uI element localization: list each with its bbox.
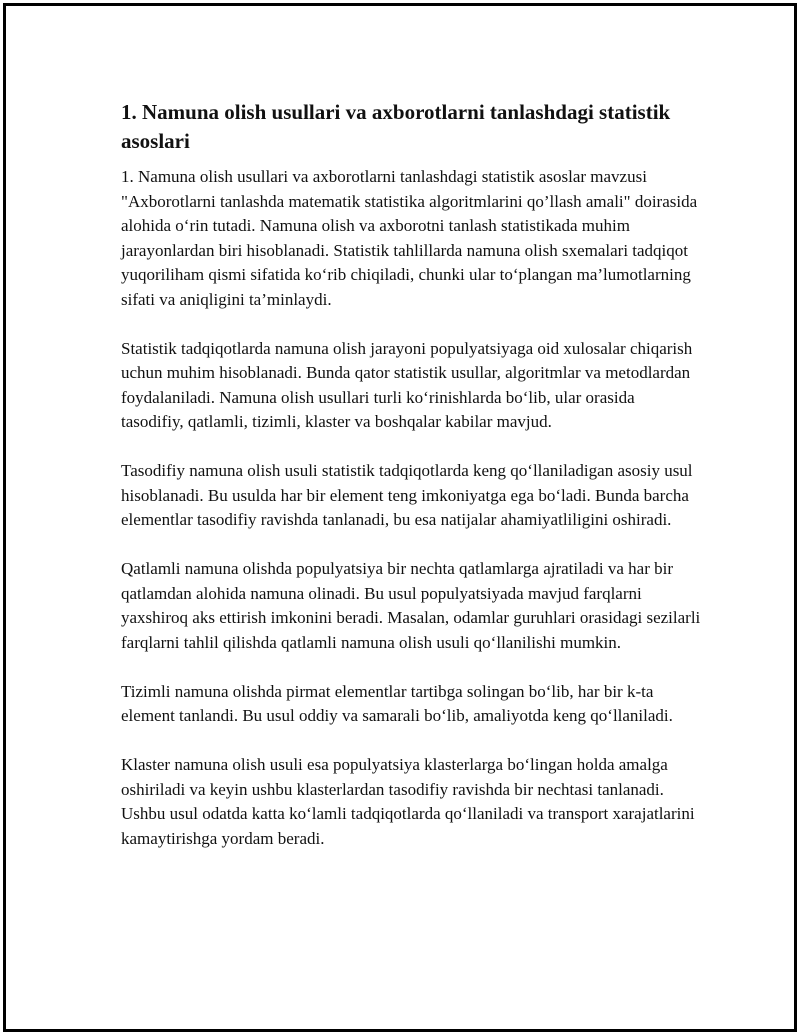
paragraph-systematic-sampling: Tizimli namuna olishda pirmat elementlar tartibga solingan bo‘lib, har bir k-ta element tanlandi. Bu usul oddiy va samarali bo‘lib, amaliyotda keng qo‘llaniladi. bbox=[121, 681, 673, 725]
paragraph-stratified-sampling: Qatlamli namuna olishda populyatsiya bir nechta qatlamlarga ajratiladi va har bir qatlamdan alohida namuna olinadi. Bu usul populyatsiyada mavjud farqlarni yaxshiroq aks ettirish imkonini beradi. Masalan, odamlar guruhlari orasidagi sezilarli farqlarni tahlil qilishda qatlamli namuna olish usuli qo‘llanilishi mumkin. bbox=[121, 559, 701, 652]
document-body bbox=[121, 98, 701, 876]
paragraph-statistical-research: Statistik tadqiqotlarda namuna olish jarayoni populyatsiyaga oid xulosalar chiqarish uchun muhim hisoblanadi. Bunda qator statistik usullar, algoritmlar va metodlardan foydalaniladi. Namuna olish usullari turli ko‘rinishlarda bo‘lib, ular orasida tasodifiy, qatlamli, tizimli, klaster va boshqalar kabilar mavjud. bbox=[121, 338, 693, 431]
page-title: 1. Namuna olish usullari va axborotlarni tanlashdagi statistik asoslari bbox=[121, 100, 671, 153]
paragraph-cluster-sampling: Klaster namuna olish usuli esa populyatsiya klasterlarga bo‘lingan holda amalga oshiriladi va keyin ushbu klasterlardan tasodifiy ravishda bir nechtasi tanlanadi. Ushbu usul odatda katta ko‘lamli tadqiqotlarda qo‘llaniladi va transport xarajatlarini kamaytirishga yordam beradi. bbox=[121, 755, 695, 848]
page-frame bbox=[3, 3, 797, 1032]
paragraph-random-sampling: Tasodifiy namuna olish usuli statistik tadqiqotlarda keng qo‘llaniladigan asosiy usul hisoblanadi. Bu usulda har bir element teng imkoniyatga ega bo‘ladi. Bunda barcha elementlar tasodifiy ravishda tanlanadi, bu esa natijalar ahamiyatliligini oshiradi. bbox=[121, 461, 693, 529]
paragraph-intro: 1. Namuna olish usullari va axborotlarni tanlashdagi statistik asoslar mavzusi "Axborotlarni tanlashda matematik statistika algoritmlarini qo’llash amali" doirasida alohida o‘rin tutadi. Namuna olish va axborotni tanlash statistikada muhim jarayonlardan biri hisoblanadi. Statistik tahlillarda namuna olish sxemalari tadqiqot yuqoriliham qismi sifatida ko‘rib chiqiladi, chunki ular to‘plangan ma’lumotlarning sifati va aniqligini ta’minlaydi. bbox=[121, 167, 698, 309]
